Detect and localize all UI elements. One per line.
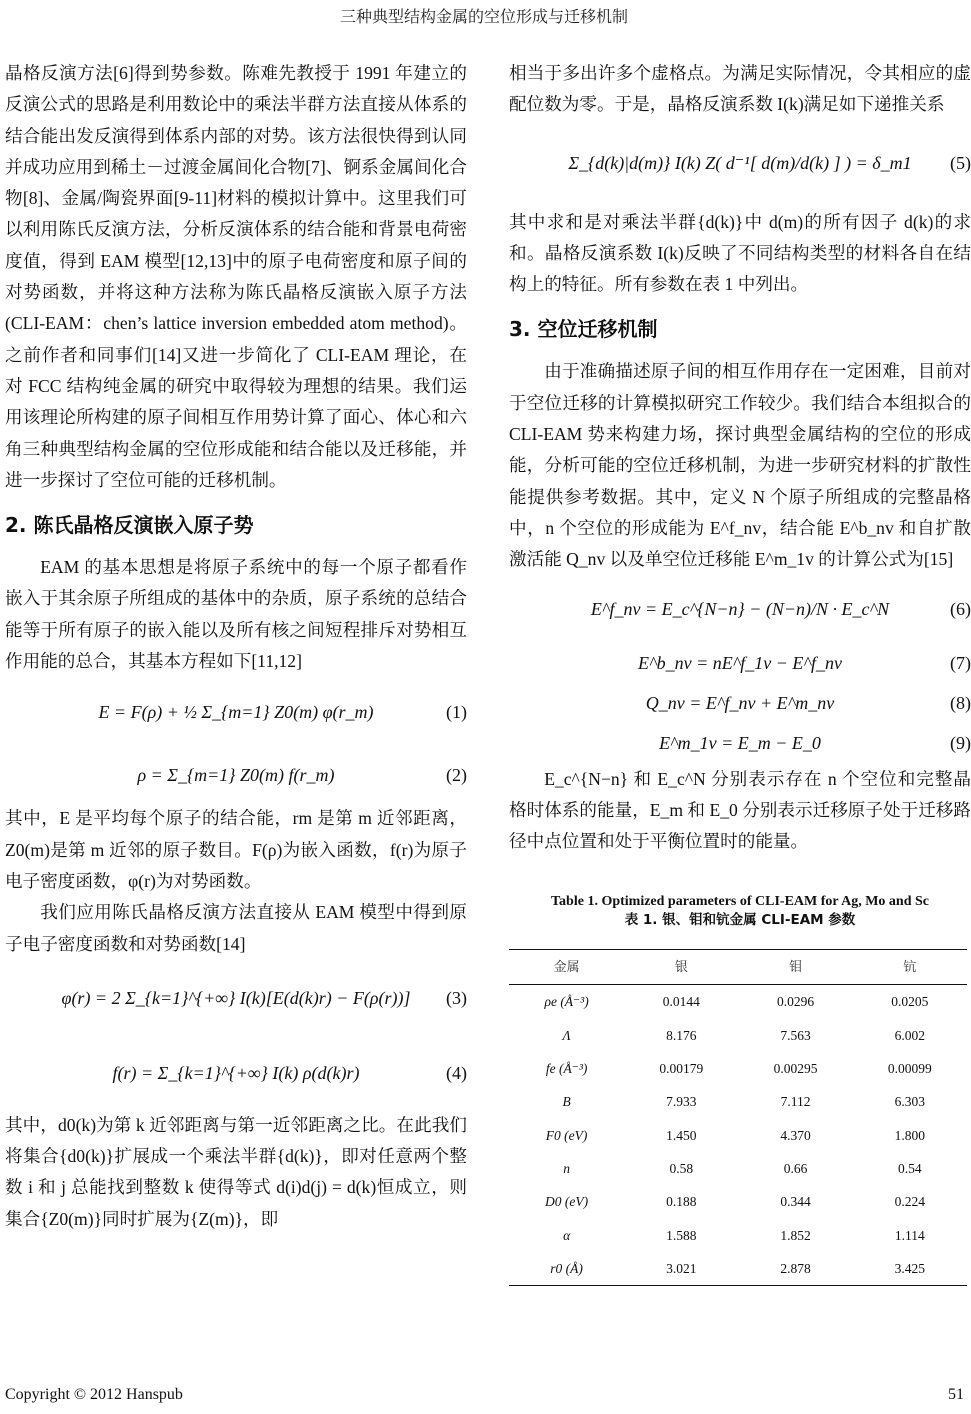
parameter-value-cell: 1.114: [894, 1227, 925, 1243]
equation-2: [5, 747, 467, 803]
parameter-name-cell: α: [563, 1227, 571, 1243]
equation-body: φ(r) = 2 Σ_{k=1}^{+∞} I(k)[E(d(k)r) − F(ρ(r))]: [61, 988, 411, 1009]
equation-body: Σ_{d(k)|d(m)} I(k) Z( d⁻¹[ d(m)/d(k) ] ) = δ_m1: [568, 152, 912, 173]
equation-number: (4): [446, 1063, 467, 1084]
copyright: Copyright © 2012 Hanspub: [5, 1386, 183, 1403]
parameter-name-cell: D0 (eV): [545, 1194, 589, 1210]
equation-body: E = F(ρ) + ½ Σ_{m=1} Z0(m) φ(r_m): [98, 701, 374, 722]
parameter-name-cell: n: [563, 1160, 570, 1176]
parameter-value-cell: 8.176: [666, 1027, 697, 1043]
table-caption-zh: 表 1. 银、钼和钪金属 CLI-EAM 参数: [624, 912, 856, 929]
paragraph: 其中求和是对乘法半群{d(k)}中 d(m)的所有因子 d(k)的求和。晶格反演系数 I(k)反映了不同结构类型的材料各自在结构上的特征。所有参数在表 1 中列出。: [509, 211, 971, 295]
table-row: [509, 1052, 967, 1085]
parameter-value-cell: 0.0296: [777, 994, 815, 1010]
parameter-value-cell: 4.370: [780, 1127, 811, 1143]
equation-4: [5, 1038, 467, 1110]
equation-body: Q_nv = E^f_nv + E^m_nv: [645, 692, 835, 713]
table-header-cell: 金属: [509, 950, 624, 985]
parameter-name-cell: ρe (Å⁻³): [544, 994, 589, 1010]
table-header-row: [509, 950, 967, 985]
parameter-value-cell: 3.425: [853, 1252, 967, 1286]
equation-number: (6): [950, 598, 971, 619]
paragraph: 由于准确描述原子间的相互作用存在一定困难，目前对于空位迁移的计算模拟研究工作较少。我们结合本组拟合的 CLI-EAM 势来构建力场，探讨典型金属结构的空位的形成能，分析可能的空位迁移机制，为进一步研究材料的扩散性能提供参考数据。其中，定义 N 个原子所组成的完整晶格中，n 个空位的形成能为 E^f_nv，结合能 E^b_nv 和自扩散激活能 Q_nv 以及单空位迁移能 E^m_1v 的计算公式为[15]: [509, 361, 971, 570]
equation-7: [509, 644, 971, 684]
table-row: [509, 1152, 967, 1185]
parameter-value-cell: 0.344: [780, 1194, 811, 1210]
equation-8: [509, 684, 971, 724]
table-header-cell: 钪: [853, 950, 967, 985]
equation-1: [5, 677, 467, 747]
equation-body: E^b_nv = nE^f_1v − E^f_nv: [637, 652, 843, 673]
parameter-value-cell: 7.112: [780, 1094, 811, 1110]
parameter-value-cell: 0.58: [669, 1160, 694, 1176]
table-row: [509, 1085, 967, 1118]
parameter-value-cell: 0.00179: [659, 1061, 704, 1077]
parameters-table: [509, 949, 967, 1286]
paragraph: 相当于多出许多个虚格点。为满足实际情况，令其相应的虚配位数为零。于是，晶格反演系数 I(k)满足如下递推关系: [509, 63, 971, 115]
parameter-value-cell: 2.878: [738, 1252, 852, 1286]
parameter-value-cell: 7.933: [666, 1094, 697, 1110]
equation-6: [509, 576, 971, 644]
equation-body: f(r) = Σ_{k=1}^{+∞} I(k) ρ(d(k)r): [112, 1063, 360, 1084]
parameter-value-cell: 0.224: [894, 1194, 926, 1210]
parameter-value-cell: 3.021: [624, 1252, 738, 1286]
parameter-value-cell: 0.0144: [662, 994, 700, 1010]
equation-9: [509, 724, 971, 764]
table-header-cell: 银: [624, 950, 738, 985]
equation-number: (9): [950, 732, 971, 753]
page-number: 51: [948, 1386, 964, 1403]
parameter-value-cell: 6.303: [894, 1094, 926, 1110]
table-row: [509, 1252, 967, 1286]
paragraph: 其中，E 是平均每个原子的结合能，rm 是第 m 近邻距离，Z0(m)是第 m 近邻的原子数目。F(ρ)为嵌入函数，f(r)为原子电子密度函数，φ(r)为对势函数。: [5, 808, 467, 891]
parameter-name-cell: F0 (eV): [545, 1127, 588, 1143]
parameter-value-cell: 0.00295: [773, 1061, 818, 1077]
equation-number: (8): [950, 692, 971, 713]
equation-number: (1): [446, 701, 467, 722]
parameter-name-cell: fe (Å⁻³): [545, 1061, 588, 1077]
parameter-value-cell: 7.563: [780, 1027, 811, 1043]
running-title: 三种典型结构金属的空位形成与迁移机制: [339, 9, 628, 26]
equation-number: (3): [446, 988, 467, 1009]
paragraph: EAM 的基本思想是将原子系统中的每一个原子都看作嵌入于其余原子所组成的基体中的杂质，原子系统的总结合能等于所有原子的嵌入能以及所有核之间短程排斥对势相互作用能的总合，其基本方程如下[11,12]: [5, 557, 467, 672]
table-header-cell: 钼: [738, 950, 852, 985]
equation-body: E^m_1v = E_m − E_0: [659, 732, 821, 753]
table-caption: [509, 893, 971, 929]
paragraph: 其中，d0(k)为第 k 近邻距离与第一近邻距离之比。在此我们将集合{d0(k)}扩展成一个乘法半群{d(k)}，即对任意两个整数 i 和 j 总能找到整数 k 使得等式 d(i)d(j) = d(k)恒成立，则集合{Z0(m)}同时扩展为{Z(m)}，即: [5, 1114, 467, 1229]
section-heading-3: 3. 空位迁移机制: [509, 317, 658, 342]
section-heading-2: 2. 陈氏晶格反演嵌入原子势: [5, 513, 254, 538]
parameter-name-cell: r0 (Å): [509, 1252, 624, 1286]
equation-number: (7): [950, 652, 971, 673]
paragraph: E_c^{N−n} 和 E_c^N 分别表示存在 n 个空位和完整晶格时体系的能量，E_m 和 E_0 分别表示迁移原子处于迁移路径中点位置和处于平衡位置时的能量。: [509, 768, 971, 852]
paragraph: 我们应用陈氏晶格反演方法直接从 EAM 模型中得到原子电子密度函数和对势函数[14]: [5, 902, 467, 954]
parameter-value-cell: 0.188: [666, 1194, 697, 1210]
table-row: [509, 1219, 967, 1252]
table-caption-en: Table 1. Optimized parameters of CLI-EAM for Ag, Mo and Sc: [551, 894, 929, 910]
equation-number: (5): [950, 152, 971, 173]
parameter-value-cell: 1.800: [894, 1127, 926, 1143]
right-column: [509, 58, 971, 1286]
table-row: [509, 1119, 967, 1152]
equation-3: [5, 960, 467, 1038]
equation-body: E^f_nv = E_c^{N−n} − (N−n)/N · E_c^N: [590, 598, 890, 619]
parameter-name-cell: B: [562, 1094, 571, 1110]
table-row: [509, 1019, 967, 1052]
parameter-value-cell: 6.002: [894, 1027, 926, 1043]
equation-number: (2): [446, 764, 467, 785]
parameter-value-cell: 1.450: [666, 1127, 697, 1143]
parameter-value-cell: 0.00099: [887, 1061, 932, 1077]
parameter-value-cell: 1.852: [780, 1227, 811, 1243]
table-row: [509, 1185, 967, 1218]
parameter-name-cell: Λ: [562, 1027, 571, 1043]
left-column: [5, 58, 467, 1235]
equation-body: ρ = Σ_{m=1} Z0(m) f(r_m): [137, 764, 335, 785]
equation-5: [509, 121, 971, 207]
paragraph: 晶格反演方法[6]得到势参数。陈难先教授于 1991 年建立的反演公式的思路是利用数论中的乘法半群方法直接从体系的结合能出发反演得到体系内部的对势。该方法很快得到认同并成功应用到稀土－过渡金属间化合物[7]、锕系金属间化合物[8]、金属/陶瓷界面[9-11]材料的模拟计算中。这里我们可以利用陈氏反演方法，分析反演体系的结合能和背景电荷密度值，得到 EAM 模型[12,13]中的原子电荷密度和原子间的对势函数，并将这种方法称为陈氏晶格反演嵌入原子方法(CLI-EAM：chen’s lattice inversion embedded atom method)。之前作者和同事们[14]又进一步简化了 CLI-EAM 理论，在对 FCC 结构纯金属的研究中取得较为理想的结果。我们运用该理论所构建的原子间相互作用势计算了面心、体心和六角三种典型结构金属的空位形成能和结合能以及迁移能，并进一步探讨了空位可能的迁移机制。: [5, 63, 467, 490]
parameter-value-cell: 1.588: [666, 1227, 697, 1243]
parameter-value-cell: 0.0205: [891, 994, 929, 1010]
parameter-value-cell: 0.66: [783, 1160, 808, 1176]
table-row: [509, 985, 967, 1019]
parameter-value-cell: 0.54: [898, 1160, 922, 1176]
